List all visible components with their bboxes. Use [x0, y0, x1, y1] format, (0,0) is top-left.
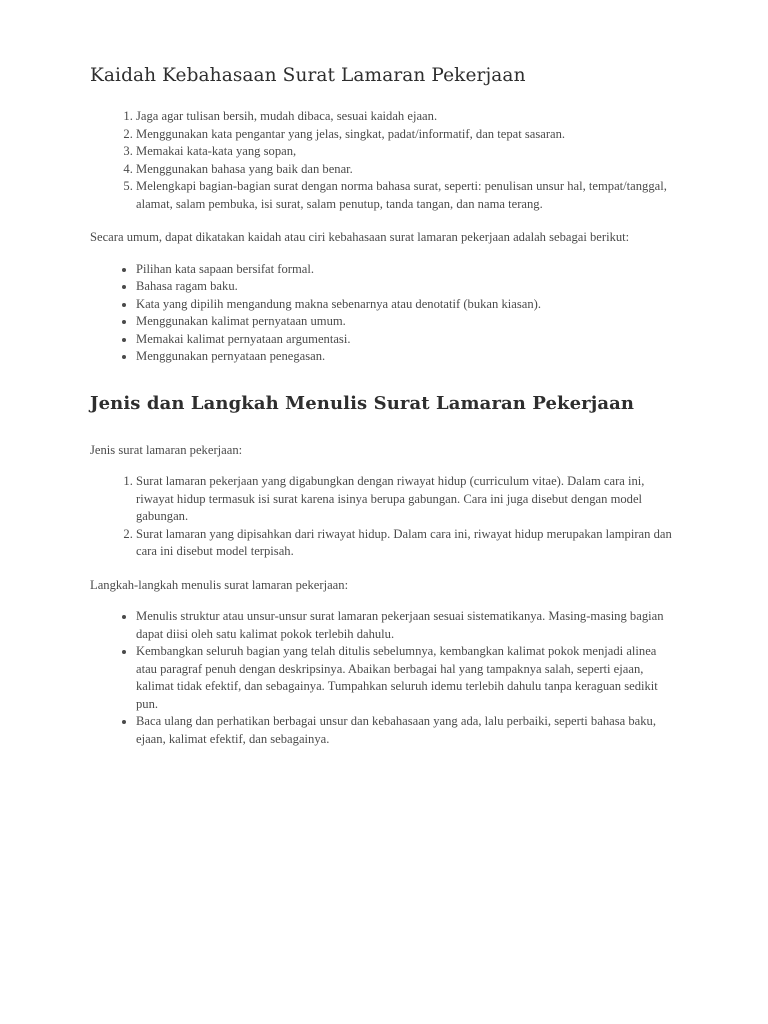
list-item: • Kata yang dipilih mengandung makna sebenarnya atau denotatif (bukan kiasan). [136, 296, 675, 314]
document-page [90, 62, 675, 748]
list-item: 3. Memakai kata-kata yang sopan, [136, 143, 675, 161]
list-item: • Pilihan kata sapaan bersifat formal. [136, 261, 675, 279]
list-item: 2. Menggunakan kata pengantar yang jelas, singkat, padat/informatif, dan tepat sasaran. [136, 126, 675, 144]
list-item: • Menggunakan pernyataan penegasan. [136, 348, 675, 366]
steps-list [90, 608, 675, 748]
list-item: 1. Jaga agar tulisan bersih, mudah dibaca, sesuai kaidah ejaan. [136, 108, 675, 126]
types-intro: Jenis surat lamaran pekerjaan: [90, 442, 243, 457]
steps-intro: Langkah-langkah menulis surat lamaran pekerjaan: [90, 577, 349, 592]
rules-list [90, 108, 675, 213]
list-item: • Baca ulang dan perhatikan berbagai unsur dan kebahasaan yang ada, lalu perbaiki, seperti bahasa baku, ejaan, kalimat efektif, dan sebagainya. [136, 713, 675, 748]
list-item: • Bahasa ragam baku. [136, 278, 675, 296]
characteristics-intro: Secara umum, dapat dikatakan kaidah atau ciri kebahasaan surat lamaran pekerjaan adalah sebagai berikut: [90, 230, 630, 244]
list-item: • Menggunakan kalimat pernyataan umum. [136, 313, 675, 331]
list-item: • Menulis struktur atau unsur-unsur surat lamaran pekerjaan sesuai sistematikanya. Masing-masing bagian dapat diisi oleh satu kalimat pokok terlebih dahulu. [136, 608, 675, 643]
characteristics-list [90, 261, 675, 366]
list-item: 1. Surat lamaran pekerjaan yang digabungkan dengan riwayat hidup (curriculum vitae). Dalam cara ini, riwayat hidup termasuk isi surat karena isinya berupa gabungan. Cara ini juga disebut dengan model gabungan. [136, 473, 675, 526]
list-item: • Memakai kalimat pernyataan argumentasi. [136, 331, 675, 349]
list-item: 4. Menggunakan bahasa yang baik dan benar. [136, 161, 675, 179]
section-2-title: Jenis dan Langkah Menulis Surat Lamaran Pekerjaan [90, 392, 635, 414]
types-list [90, 473, 675, 561]
list-item: • Kembangkan seluruh bagian yang telah ditulis sebelumnya, kembangkan kalimat pokok menjadi alinea atau paragraf penuh dengan deskripsinya. Abaikan berbagai hal yang tampaknya salah, seperti ejaan, kalimat tidak efektif, dan sebagainya. Tumpahkan seluruh idemu terlebih dahulu tanpa keraguan sedikit pun. [136, 643, 675, 713]
list-item: 5. Melengkapi bagian-bagian surat dengan norma bahasa surat, seperti: penulisan unsur hal, tempat/tanggal, alamat, salam pembuka, isi surat, salam penutup, tanda tangan, dan nama terang. [136, 178, 675, 213]
section-1-title: Kaidah Kebahasaan Surat Lamaran Pekerjaan [90, 65, 526, 86]
list-item: 2. Surat lamaran yang dipisahkan dari riwayat hidup. Dalam cara ini, riwayat hidup merupakan lampiran dan cara ini disebut model terpisah. [136, 526, 675, 561]
